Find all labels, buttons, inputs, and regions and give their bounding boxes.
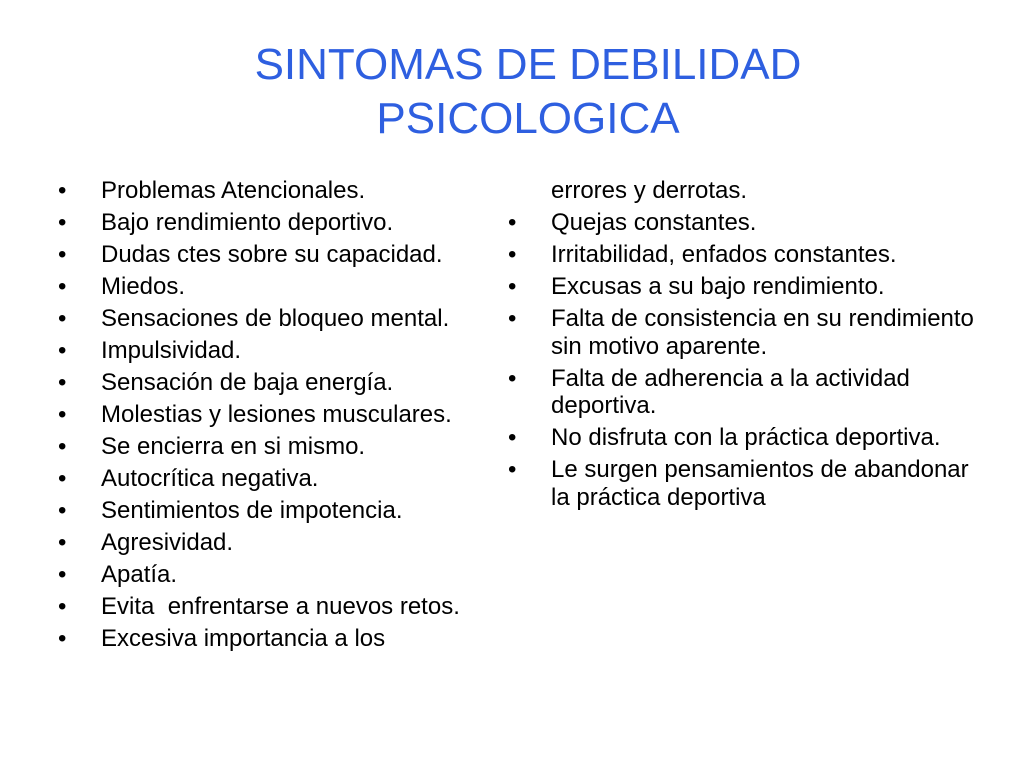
list-item-text: Excusas a su bajo rendimiento. xyxy=(551,272,885,300)
list-item-text: Se encierra en si mismo. xyxy=(101,432,366,460)
list-item-text: Apatía. xyxy=(101,560,178,588)
list-item-text: Quejas constantes. xyxy=(551,208,757,236)
bullet-icon: • xyxy=(58,368,67,396)
list-item xyxy=(58,369,518,397)
bullet-icon: • xyxy=(58,240,67,268)
list-item xyxy=(508,424,978,452)
bullet-icon: • xyxy=(58,208,67,236)
list-item xyxy=(58,209,518,237)
list-item-text: Bajo rendimiento deportivo. xyxy=(101,208,394,236)
list-item xyxy=(58,529,518,557)
bullet-icon: • xyxy=(58,464,67,492)
bullet-icon: • xyxy=(58,272,67,300)
list-item xyxy=(58,561,518,589)
bullet-icon: • xyxy=(58,432,67,460)
list-item xyxy=(508,305,978,360)
list-item-text: Le surgen pensamientos de abandonar la práctica deportiva xyxy=(551,456,969,511)
list-item xyxy=(58,433,518,461)
list-item-text: Molestias y lesiones musculares. xyxy=(101,400,452,428)
title-line-1: SINTOMAS DE DEBILIDAD xyxy=(254,40,802,89)
list-item-text: Sentimientos de impotencia. xyxy=(101,496,403,524)
bullet-icon: • xyxy=(58,304,67,332)
slide-title xyxy=(200,38,856,146)
bullet-icon: • xyxy=(508,240,517,268)
bullet-icon: • xyxy=(508,364,517,392)
list-item-text: Evita enfrentarse a nuevos retos. xyxy=(101,592,460,620)
bullet-icon: • xyxy=(508,304,517,332)
list-item xyxy=(508,273,978,301)
bullet-icon: • xyxy=(58,592,67,620)
list-item-text: Autocrítica negativa. xyxy=(101,464,319,492)
bullet-icon: • xyxy=(508,208,517,236)
list-item xyxy=(58,273,518,301)
list-item-continuation: errores y derrotas. xyxy=(551,177,748,204)
list-item xyxy=(58,625,518,653)
bullet-icon: • xyxy=(58,528,67,556)
list-item-text: No disfruta con la práctica deportiva. xyxy=(551,424,941,452)
right-bullet-list xyxy=(508,177,978,516)
bullet-icon: • xyxy=(58,336,67,364)
list-item xyxy=(508,365,978,420)
list-item xyxy=(508,209,978,237)
list-item xyxy=(58,465,518,493)
list-item-text: Falta de consistencia en su rendimiento sin motivo aparente. xyxy=(551,304,974,360)
list-item-text: Dudas ctes sobre su capacidad. xyxy=(101,240,443,268)
list-item-text: Sensaciones de bloqueo mental. xyxy=(101,304,450,332)
bullet-icon: • xyxy=(58,624,67,652)
list-item xyxy=(508,456,978,511)
list-item xyxy=(58,177,518,205)
bullet-icon: • xyxy=(58,496,67,524)
list-item-text: Agresividad. xyxy=(101,528,234,556)
list-item-text: Impulsividad. xyxy=(101,336,242,364)
list-item xyxy=(508,241,978,269)
list-item xyxy=(58,401,518,429)
bullet-icon: • xyxy=(508,272,517,300)
bullet-icon: • xyxy=(508,424,517,452)
title-line-2: PSICOLOGICA xyxy=(376,94,680,143)
bullet-icon: • xyxy=(508,456,517,484)
bullet-icon: • xyxy=(58,560,67,588)
bullet-icon: • xyxy=(58,177,67,204)
list-item xyxy=(58,593,518,621)
list-item xyxy=(58,305,518,333)
list-item-text: Falta de adherencia a la actividad deportiva. xyxy=(551,364,910,420)
list-item xyxy=(58,497,518,525)
list-item xyxy=(58,241,518,269)
list-item-text: Sensación de baja energía. xyxy=(101,368,394,396)
list-item-text: Irritabilidad, enfados constantes. xyxy=(551,240,897,268)
list-item-text: Miedos. xyxy=(101,272,186,300)
left-bullet-list xyxy=(58,177,518,657)
list-item-text: Excesiva importancia a los xyxy=(101,624,386,652)
list-item-text: Problemas Atencionales. xyxy=(101,177,366,204)
list-item xyxy=(58,337,518,365)
bullet-icon: • xyxy=(58,400,67,428)
